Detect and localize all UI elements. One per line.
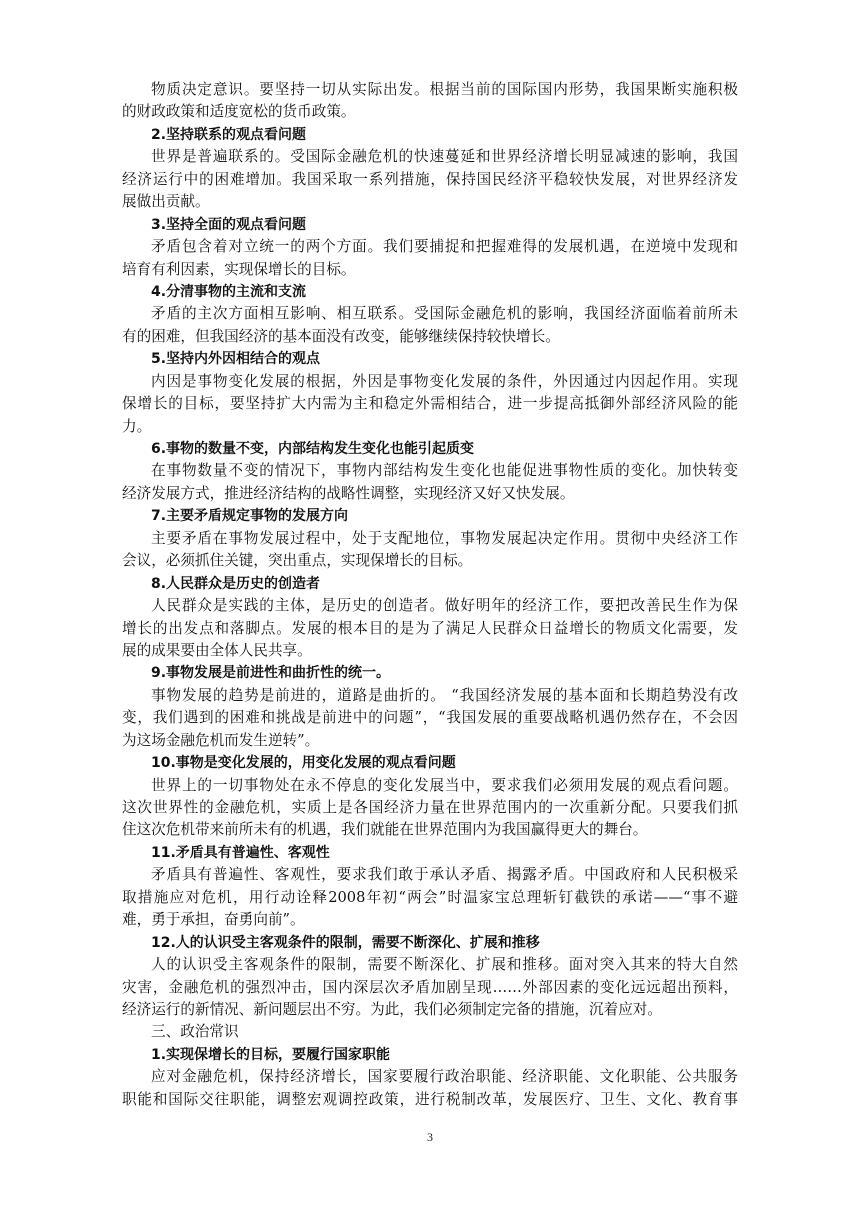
section-heading: 2.坚持联系的观点看问题: [151, 126, 307, 143]
document-body: [122, 79, 738, 1111]
paragraph-line: 住这次危机带来前所未有的机遇，我们就能在世界范围内为我国赢得更大的舞台。: [122, 821, 648, 839]
paragraph-line: 人民群众是实践的主体，是历史的创造者。做好明年的经济工作，要把改善民生作为保: [151, 597, 738, 615]
paragraph-line: 主要矛盾在事物发展过程中，处于支配地位，事物发展起决定作用。贯彻中央经济工作: [151, 529, 738, 547]
paragraph-line: 矛盾的主次方面相互影响、相互联系。受国际金融危机的影响，我国经济面临着前所未: [151, 305, 738, 323]
paragraph-line: 这次世界性的金融危机，实质上是各国经济力量在世界范围内的一次重新分配。只要我们抓: [122, 799, 738, 816]
section-heading: 9.事物发展是前进性和曲折性的统一。: [151, 665, 391, 682]
paragraph-line: 事物发展的趋势是前进的，道路是曲折的。 “我国经济发展的基本面和长期趋势没有改: [151, 686, 738, 704]
paragraph-line: 经济运行的新情况、新问题层出不穷。为此，我们必须制定完备的措施，沉着应对。: [122, 1000, 662, 1018]
paragraph-line: 保增长的目标，要坚持扩大内需为主和稳定外需相结合，进一步提高抵御外部经济风险的能: [122, 395, 738, 413]
section-heading: 6.事物的数量不变，内部结构发生变化也能引起质变: [151, 441, 475, 457]
paragraph-line: 变，我们遇到的困难和挑战是前进中的问题”，“我国发展的重要战略机遇仍然存在，不会因: [122, 709, 738, 727]
paragraph-line: 内因是事物变化发展的根据，外因是事物变化发展的条件，外因通过内因起作用。实现: [151, 372, 738, 390]
section-heading: 7.主要矛盾规定事物的发展方向: [151, 508, 349, 525]
paragraph-line: 应对金融危机，保持经济增长，国家要履行政治职能、经济职能、文化职能、公共服务: [151, 1068, 738, 1086]
page-number: 3: [427, 1130, 433, 1144]
paragraph-line: 人的认识受主客观条件的限制，需要不断深化、扩展和推移。面对突入其来的特大自然: [151, 956, 738, 974]
paragraph-line: 取措施应对危机，用行动诠释2008年初“两会”时温家宝总理斩钉截铁的承诺——“事不避: [122, 888, 738, 906]
paragraph-line: 职能和国际交往职能，调整宏观调控政策，进行税制改革，发展医疗、卫生、文化、教育事: [122, 1090, 738, 1108]
paragraph-line: 展的成果要由全体人民共享。: [122, 641, 312, 659]
paragraph-line: 培育有利因素，实现保增长的目标。: [122, 260, 356, 278]
paragraph-line: 力。: [122, 417, 152, 435]
paragraph-line: 灾害，金融危机的强烈冲击，国内深层次矛盾加剧呈现……外部因素的变化远远超出预料，: [122, 978, 738, 996]
section-heading: 10.事物是变化发展的，用变化发展的观点看问题: [151, 755, 456, 772]
section-heading: 3.坚持全面的观点看问题: [151, 216, 307, 233]
paragraph-line: 有的困难，但我国经济的基本面没有改变，能够继续保持较快增长。: [122, 327, 560, 345]
paragraph-line: 会议，必须抓住关键，突出重点，实现保增长的目标。: [122, 552, 473, 570]
paragraph-line: 为这场金融危机而发生逆转”。: [122, 731, 320, 749]
paragraph-line: 在事物数量不变的情况下，事物内部结构发生变化也能促进事物性质的变化。加快转变: [151, 462, 738, 480]
paragraph-line: 矛盾包含着对立统一的两个方面。我们要捕捉和把握难得的发展机遇，在逆境中发现和: [151, 238, 738, 256]
paragraph-line: 物质决定意识。要坚持一切从实际出发。根据当前的国际国内形势，我国果断实施积极: [151, 81, 738, 98]
paragraph-line: 经济发展方式，推进经济结构的战略性调整，实现经济又好又快发展。: [122, 484, 575, 502]
section-heading: 5.坚持内外因相结合的观点: [151, 351, 321, 368]
section-heading: 4.分清事物的主流和支流: [151, 283, 307, 300]
paragraph-line: 世界上的一切事物处在永不停息的变化发展当中，要求我们必须用发展的观点看问题。: [151, 776, 738, 794]
section-heading: 12.人的认识受主客观条件的限制，需要不断深化、扩展和推移: [151, 934, 540, 951]
paragraph-line: 增长的出发点和落脚点。发展的根本目的是为了满足人民群众日益增长的物质文化需要，发: [122, 619, 738, 637]
paragraph-line: 展做出贡献。: [122, 193, 210, 211]
section-heading: 11.矛盾具有普遍性、客观性: [151, 844, 330, 861]
paragraph-line: 经济运行中的困难增加。我国采取一系列措施，保持国民经济平稳较快发展，对世界经济发: [122, 170, 738, 188]
paragraph-line: 的财政政策和适度宽松的货币政策。: [122, 103, 356, 121]
paragraph-line: 世界是普遍联系的。受国际金融危机的快速蔓延和世界经济增长明显减速的影响，我国: [151, 148, 738, 166]
paragraph-line: 矛盾具有普遍性、客观性，要求我们敢于承认矛盾、揭露矛盾。中国政府和人民积极采: [151, 866, 738, 884]
section-heading: 1.实现保增长的目标，要履行国家职能: [151, 1046, 391, 1063]
section-heading: 8.人民群众是历史的创造者: [151, 575, 321, 592]
paragraph-line: 三、政治常识: [151, 1023, 239, 1041]
paragraph-line: 难，勇于承担，奋勇向前”。: [122, 911, 305, 929]
